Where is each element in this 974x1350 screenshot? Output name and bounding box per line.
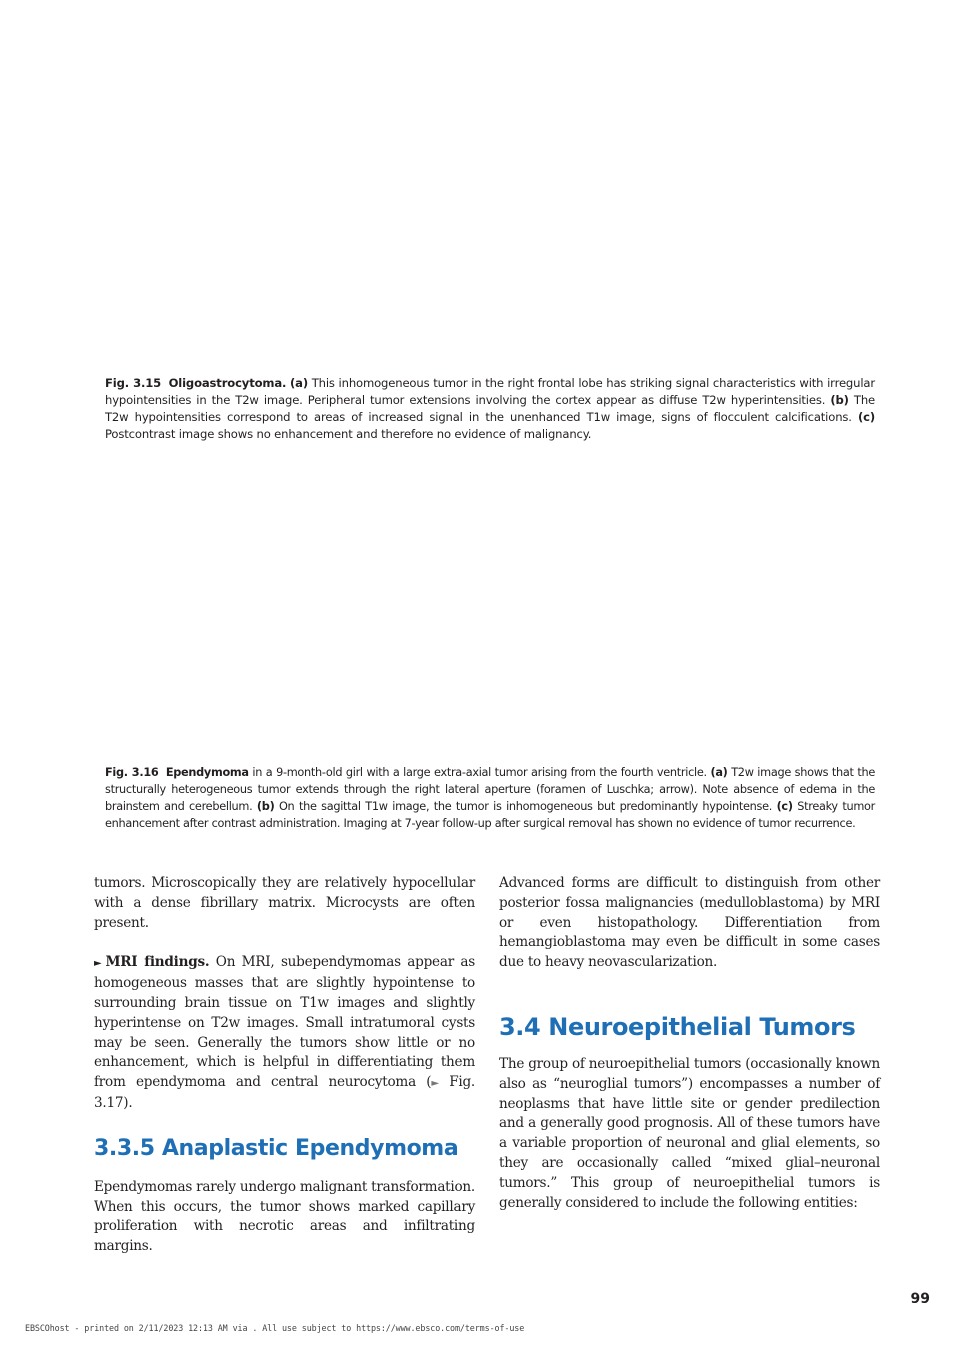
panel-text-a: This inhomogeneous tumor in the right frontal lobe has striking signal characteristics with irregular hypointensities in the T2w image. Peripheral tumor extensions involving the cortex appear as diffuse T2w hyperintensities. bbox=[105, 376, 875, 407]
figure-3-15-caption bbox=[105, 375, 875, 443]
panel-text-c: Streaky tumor enhancement after contrast administration. Imaging at 7-year follow-up after surgical removal has shown no evidence of tumor recurrence. bbox=[105, 800, 875, 830]
section-heading: 3.4 Neuroepithelial Tumors bbox=[499, 1012, 856, 1041]
mri-findings-end: ). bbox=[123, 1094, 133, 1111]
figure-label: Fig. 3.16 bbox=[105, 766, 159, 779]
figure-intro: in a 9-month-old girl with a large extra-axial tumor arising from the fourth ventricle. bbox=[248, 766, 711, 779]
figure-title: Ependymoma bbox=[165, 766, 249, 779]
body-paragraph: tumors. Microscopically they are relatively hypocellular with a dense fibrillary matrix. Microcysts are often present. bbox=[94, 875, 475, 931]
mri-findings-label: MRI findings. bbox=[105, 954, 210, 971]
section-heading: 3.3.5 Anaplastic Ependymoma bbox=[94, 1135, 459, 1161]
body-paragraph: Advanced forms are difficult to distinguish from other posterior fossa malignancies (medulloblastoma) by MRI or even histopathology. Differentiation from hemangioblastoma may even be difficult in some cases due to heavy neovascularization. bbox=[499, 875, 880, 971]
panel-label-b: (b) bbox=[256, 800, 275, 813]
figure-ref-arrow-icon: ► bbox=[431, 1078, 439, 1090]
page-number: 99 bbox=[910, 1291, 930, 1307]
panel-text-b: The T2w hypointensities correspond to areas of increased signal in the unenhanced T1w image, signs of flocculent calcifications. bbox=[105, 393, 875, 424]
figure-reference-link[interactable]: Fig. 3.17 bbox=[94, 1074, 475, 1111]
figure-label: Fig. 3.15 bbox=[105, 376, 162, 390]
panel-label-c: (c) bbox=[857, 410, 875, 424]
print-footer: EBSCOhost - printed on 2/11/2023 12:13 AM via . All use subject to https://www.ebsco.com/terms-of-use bbox=[25, 1323, 525, 1333]
panel-text-a: T2w image shows that the structurally heterogeneous tumor extends through the right lateral aperture (foramen of Luschka; arrow). Note absence of edema in the brainstem and cerebellum. bbox=[105, 766, 875, 813]
mri-findings-paragraph bbox=[94, 953, 475, 1113]
mri-findings-text: On MRI, subependymomas appear as homogeneous masses that are slightly hypointense to surrounding brain tissue on T1w images and slightly hyperintense on T2w images. Small intratumoral cysts may be seen. Generally the tumors show little or no enhancement, which is helpful in differentiating them from ependymoma and central neurocytoma ( bbox=[94, 954, 475, 1091]
panel-label-a: (a) bbox=[290, 376, 308, 390]
figure-title: Oligoastrocytoma. bbox=[168, 376, 287, 390]
left-column bbox=[94, 874, 475, 1257]
body-paragraph: Ependymomas rarely undergo malignant transformation. When this occurs, the tumor shows marked capillary proliferation with necrotic areas and infiltrating margins. bbox=[94, 1178, 475, 1255]
panel-text-c: Postcontrast image shows no enhancement and therefore no evidence of malignancy. bbox=[105, 427, 592, 441]
body-paragraph: The group of neuroepithelial tumors (occasionally known also as “neuroglial tumors”) encompasses a number of neoplasms that have little site or gender predilection and a generally good prognosis. All of these tumors have a variable proportion of neuronal and glial elements, so they are occasionally called “mixed glial–neuronal tumors.” This group of neuroepithelial tumors is generally considered to include the following entities: bbox=[499, 1055, 880, 1211]
panel-text-b: On the sagittal T1w image, the tumor is inhomogeneous but predominantly hypointense. bbox=[274, 800, 777, 813]
panel-label-a: (a) bbox=[710, 766, 728, 779]
triangle-marker-icon: ► bbox=[94, 958, 102, 970]
figure-3-16-caption bbox=[105, 764, 875, 832]
right-column bbox=[499, 874, 880, 1213]
panel-label-c: (c) bbox=[776, 800, 793, 813]
panel-label-b: (b) bbox=[830, 393, 849, 407]
